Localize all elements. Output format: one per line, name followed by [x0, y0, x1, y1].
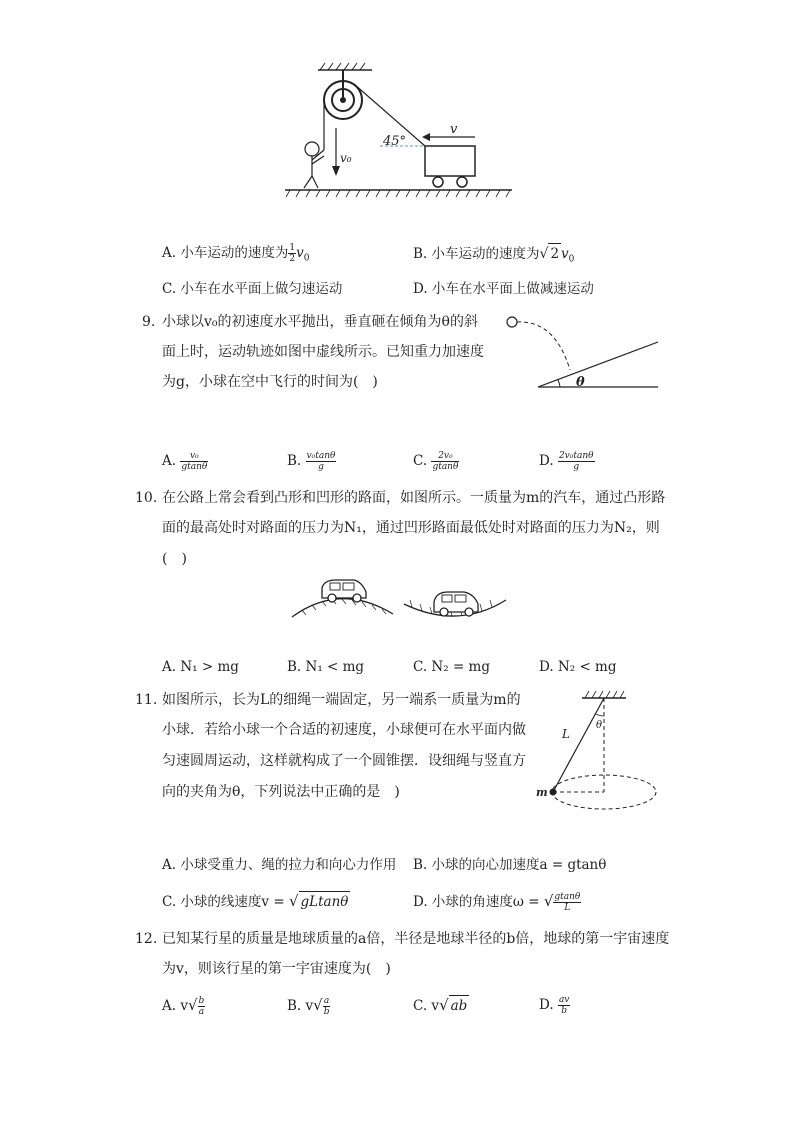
q12-text-line1: 已知某行星的质量是地球质量的a倍，半径是地球半径的b倍，地球的第一宇宙速度 — [162, 931, 670, 947]
q10-text-line3: ( ) — [162, 551, 187, 567]
conical-pendulum-figure — [530, 688, 665, 823]
convex-concave-road-figure — [288, 572, 513, 622]
q10-option-b: B. N₁ < mg — [287, 659, 365, 675]
theta-label: θ — [576, 375, 585, 390]
q12-text-line2: 为v，则该行星的第一宇宙速度为( ) — [162, 961, 391, 977]
q9-option-c: C. $\frac{\text{2v₀}}{gtan\theta}$ — [413, 451, 459, 472]
q9-text-line2: 面上时，运动轨迹如图中虚线所示。已知重力加速度 — [162, 344, 484, 360]
mass-label: m — [536, 786, 548, 799]
q9-number: 9. — [142, 314, 156, 330]
angle-label: 45° — [383, 134, 407, 149]
q9-option-d: D. $\frac{\text{2v₀tanθ}}{g}$ — [539, 451, 594, 472]
q11-option-d: D. 小球的角速度ω = √ $\frac{gtan\theta}{L}$ — [413, 892, 581, 913]
q8-option-d: D. 小车在水平面上做减速运动 — [413, 281, 594, 297]
pulley-cart-figure — [280, 60, 520, 200]
q11-option-b: B. 小球的向心加速度a = gtanθ — [413, 857, 607, 873]
q10-option-a: A. N₁ > mg — [162, 659, 239, 675]
q10-text-line1: 在公路上常会看到凸形和凹形的路面，如图所示。一质量为m的汽车，通过凸形路 — [162, 490, 666, 506]
q9-option-b: B. $\frac{\text{v₀tanθ}}{g}$ — [287, 451, 336, 472]
q10-number: 10. — [135, 490, 158, 506]
theta-label: θ — [596, 720, 603, 731]
q11-text-line3: 匀速圆周运动，这样就构成了一个圆锥摆．设细绳与竖直方 — [162, 753, 526, 769]
q10-option-c: C. N₂ = mg — [413, 659, 490, 675]
q10-option-d: D. N₂ < mg — [539, 659, 617, 675]
q8-option-b: B. 小车运动的速度为√ 2 $v_0$ — [413, 243, 574, 270]
q8-option-a: A. 小车运动的速度为 $\frac{1}{2}$ $v_0$ — [162, 243, 310, 264]
q12-option-a: A. v√ $\frac{b}{a}$ — [162, 996, 205, 1017]
q9-text-line1: 小球以v₀的初速度水平抛出，垂直砸在倾角为θ的斜 — [162, 314, 478, 330]
q9-option-a: A. $\frac{\text{v₀}}{gtan\theta}$ — [162, 451, 208, 472]
length-label: L — [562, 727, 570, 741]
incline-trajectory-figure — [500, 310, 665, 395]
q8-option-c: C. 小车在水平面上做匀速运动 — [162, 281, 343, 297]
q11-text-line2: 小球．若给小球一个合适的初速度，小球便可在水平面内做 — [162, 722, 526, 738]
q11-option-a: A. 小球受重力、绳的拉力和向心力作用 — [162, 857, 397, 873]
q12-option-d: D. $\frac{av}{b}$ — [539, 995, 570, 1016]
q11-text-line4: 向的夹角为θ，下列说法中正确的是 ) — [162, 784, 400, 800]
q10-text-line2: 面的最高处时对路面的压力为N₁，通过凹形路面最低处时对路面的压力为N₂，则 — [162, 520, 660, 536]
v-label: v — [450, 122, 458, 137]
q11-option-c: C. 小球的线速度v = √ gLtanθ — [162, 892, 349, 910]
q11-number: 11. — [135, 692, 158, 708]
q9-text-line3: 为g，小球在空中飞行的时间为( ) — [162, 374, 378, 390]
q12-option-c: C. v√ ab — [413, 996, 468, 1014]
q11-text-line1: 如图所示，长为L的细绳一端固定，另一端系一质量为m的 — [162, 692, 521, 708]
q12-option-b: B. v√ $\frac{a}{b}$ — [287, 996, 330, 1017]
q12-number: 12. — [135, 931, 158, 947]
v0-label: v₀ — [340, 151, 352, 165]
